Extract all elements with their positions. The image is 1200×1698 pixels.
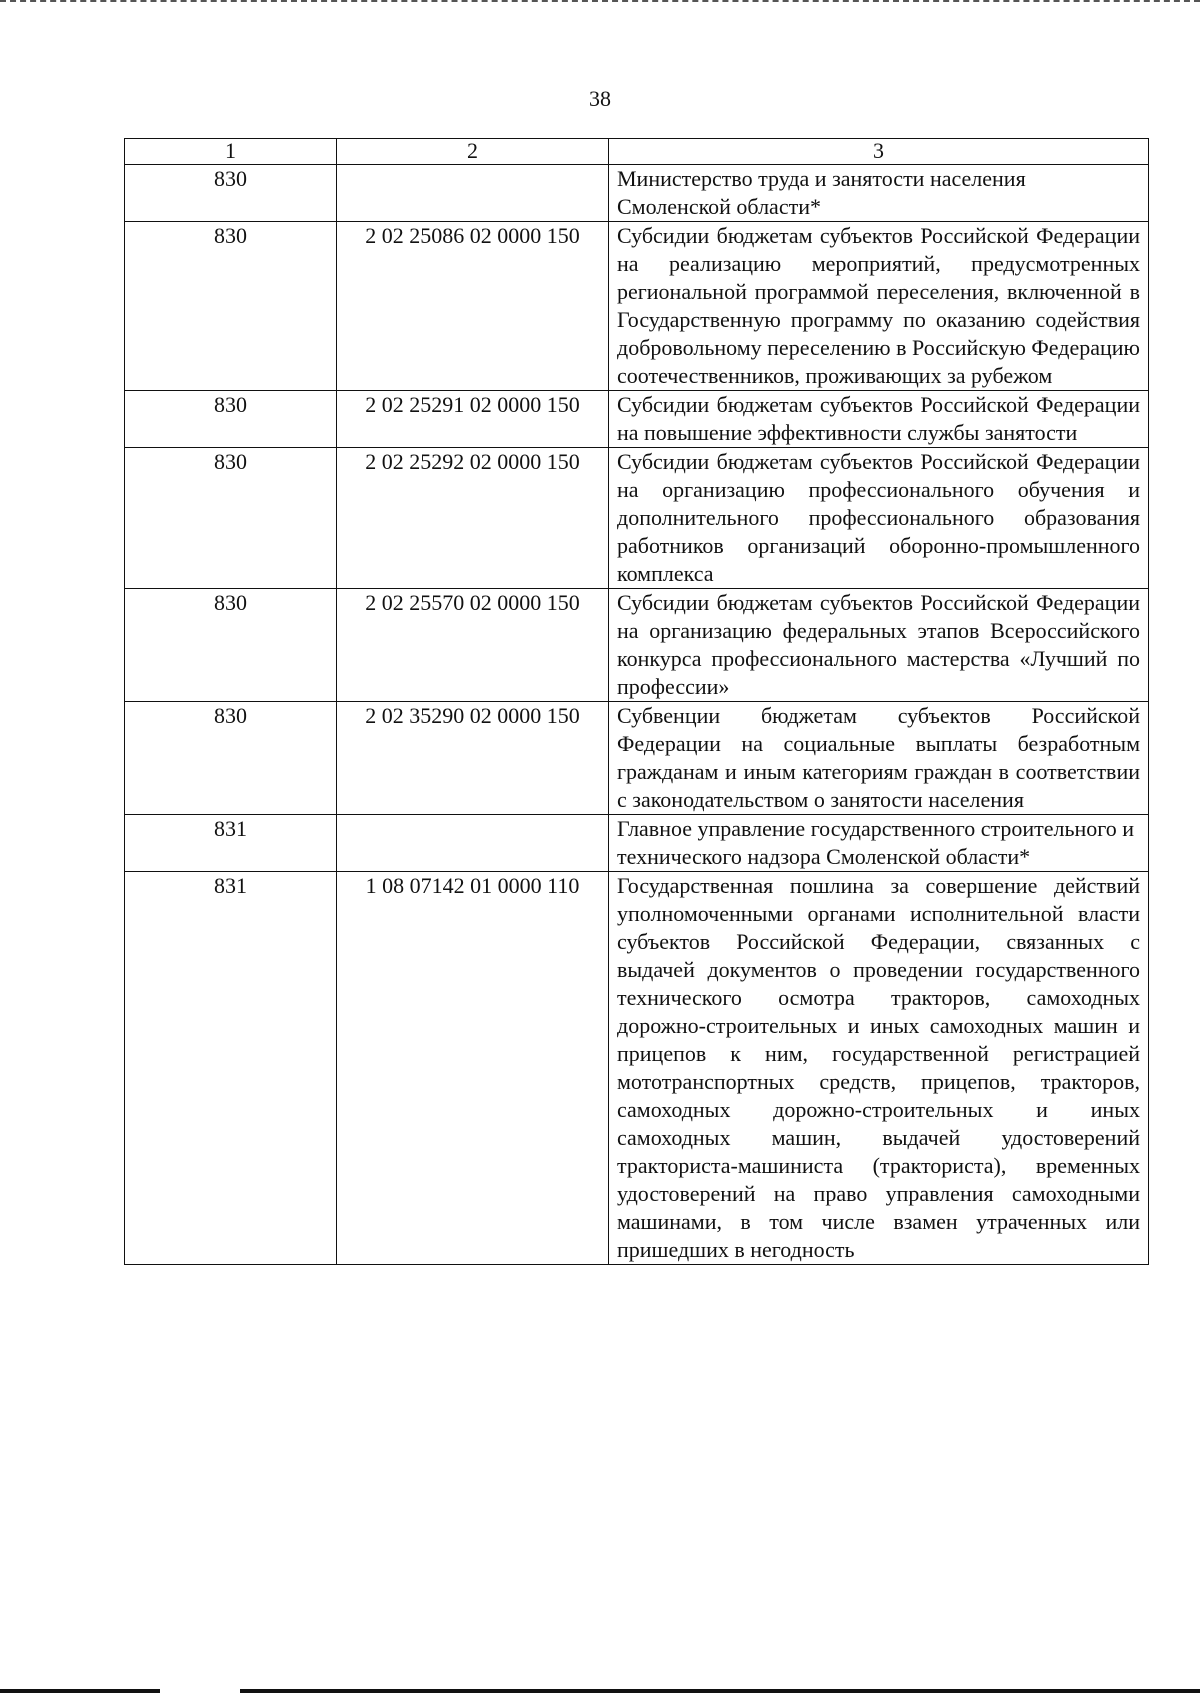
- description-cell: Министерство труда и занятости населения Смоленской области*: [609, 165, 1149, 222]
- admin-code-cell: 830: [125, 702, 337, 815]
- table-body: [125, 165, 1149, 1265]
- scan-bottom-gap: [160, 1686, 240, 1696]
- header-col-2: 2: [337, 139, 609, 165]
- table-row: [125, 165, 1149, 222]
- header-col-3: 3: [609, 139, 1149, 165]
- description-cell: Главное управление государственного строительного и технического надзора Смоленской области*: [609, 815, 1149, 872]
- scan-top-edge: [0, 0, 1200, 8]
- revenue-code-cell: 2 02 25291 02 0000 150: [337, 391, 609, 448]
- page-number: 38: [589, 86, 611, 111]
- revenue-code-cell: 2 02 25086 02 0000 150: [337, 222, 609, 391]
- revenue-code-cell: [337, 165, 609, 222]
- description-cell: Государственная пошлина за совершение действий уполномоченными органами исполнительной власти субъектов Российской Федерации, связанных с выдачей документов о проведении государственного технического осмотра тракторов, самоходных дорожно-строительных и иных самоходных машин и прицепов к ним, государственной регистрацией мототранспортных средств, прицепов, тракторов, самоходных дорожно-строительных и иных самоходных машин, выдачей удостоверений тракториста-машиниста (тракториста), временных удостоверений на право управления самоходными машинами, в том числе взамен утраченных или пришедших в негодность: [609, 872, 1149, 1265]
- table-row: [125, 872, 1149, 1265]
- revenue-codes-table: [124, 138, 1149, 1265]
- admin-code-cell: 831: [125, 815, 337, 872]
- revenue-code-cell: 2 02 25292 02 0000 150: [337, 448, 609, 589]
- header-col-1: 1: [125, 139, 337, 165]
- admin-code-cell: 830: [125, 222, 337, 391]
- table-row: [125, 589, 1149, 702]
- admin-code-cell: 830: [125, 391, 337, 448]
- admin-code-cell: 830: [125, 589, 337, 702]
- table-row: [125, 448, 1149, 589]
- admin-code-cell: 831: [125, 872, 337, 1265]
- table-row: [125, 222, 1149, 391]
- table-header-row: [125, 139, 1149, 165]
- description-cell: Субсидии бюджетам субъектов Российской Федерации на реализацию мероприятий, предусмотренных региональной программой переселения, включенной в Государственную программу по оказанию содействия добровольному переселению в Российскую Федерацию соотечественников, проживающих за рубежом: [609, 222, 1149, 391]
- description-cell: Субсидии бюджетам субъектов Российской Федерации на организацию профессионального обучения и дополнительного профессионального образования работников организаций оборонно-промышленного комплекса: [609, 448, 1149, 589]
- admin-code-cell: 830: [125, 448, 337, 589]
- revenue-code-cell: 2 02 25570 02 0000 150: [337, 589, 609, 702]
- revenue-code-cell: 2 02 35290 02 0000 150: [337, 702, 609, 815]
- revenue-code-cell: 1 08 07142 01 0000 110: [337, 872, 609, 1265]
- description-cell: Субсидии бюджетам субъектов Российской Федерации на организацию федеральных этапов Всероссийского конкурса профессионального мастерства «Лучший по профессии»: [609, 589, 1149, 702]
- table-row: [125, 702, 1149, 815]
- table-row: [125, 815, 1149, 872]
- table-row: [125, 391, 1149, 448]
- description-cell: Субвенции бюджетам субъектов Российской Федерации на социальные выплаты безработным гражданам и иным категориям граждан в соответствии с законодательством о занятости населения: [609, 702, 1149, 815]
- description-cell: Субсидии бюджетам субъектов Российской Федерации на повышение эффективности службы занятости: [609, 391, 1149, 448]
- revenue-code-cell: [337, 815, 609, 872]
- admin-code-cell: 830: [125, 165, 337, 222]
